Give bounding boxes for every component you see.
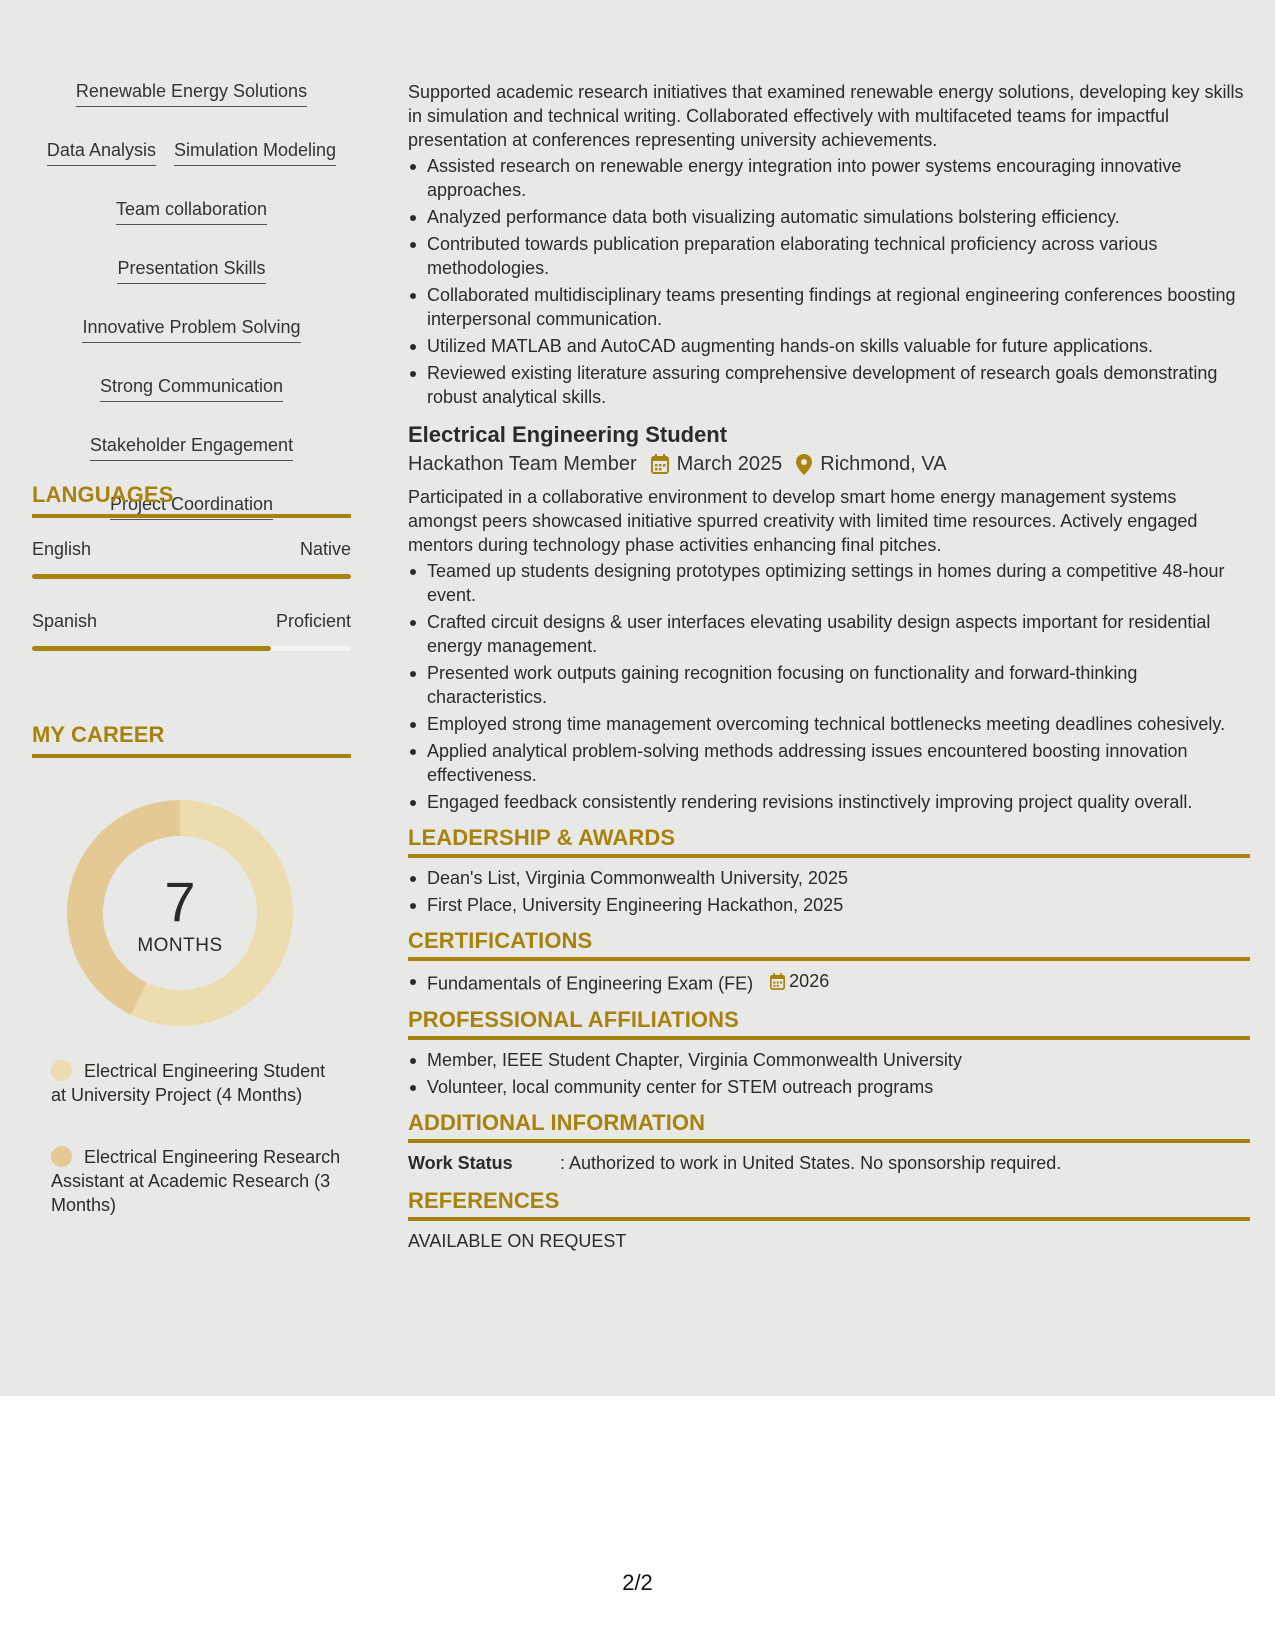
job-date: March 2025	[676, 453, 783, 475]
affiliation-item: Member, IEEE Student Chapter, Virginia Commonwealth University	[408, 1048, 1250, 1072]
legend-dot	[51, 1060, 72, 1081]
affiliations-section	[408, 1008, 1250, 1099]
career-total-unit: MONTHS	[137, 935, 223, 956]
bullet-item: Presented work outputs gaining recognition focusing on functionality and forward-thinking characteristics.	[408, 661, 1250, 709]
language-bar-fill	[32, 574, 351, 579]
main-column	[408, 80, 1250, 1253]
references-heading: REFERENCES	[408, 1189, 1250, 1221]
skill-tag: Presentation Skills	[117, 257, 265, 284]
bullet-item: Engaged feedback consistently rendering revisions instinctively improving project quality overall.	[408, 790, 1250, 814]
calendar-icon	[770, 973, 785, 990]
location-pin-icon	[796, 454, 812, 475]
languages-section	[32, 482, 351, 651]
sidebar	[32, 80, 351, 747]
leadership-heading: LEADERSHIP & AWARDS	[408, 826, 1250, 858]
career-donut-chart	[67, 800, 293, 1026]
calendar-icon	[651, 454, 669, 474]
additional-info-section	[408, 1111, 1250, 1175]
certifications-section	[408, 929, 1250, 996]
experience-entry	[408, 421, 1250, 814]
experience-summary: Participated in a collaborative environment to develop smart home energy management systems amongst peers showcased initiative spurred creativity with limited time resources. Actively engaged mentors during technology phase activities enhancing final pitches.	[408, 487, 1198, 555]
bullet-item: Crafted circuit designs & user interfaces elevating usability design aspects important for residential energy management.	[408, 610, 1250, 658]
job-role: Hackathon Team Member	[408, 453, 637, 475]
language-bar-fill	[32, 646, 271, 651]
bullet-item: Employed strong time management overcoming technical bottlenecks meeting deadlines cohesively.	[408, 712, 1250, 736]
skills-list	[32, 80, 351, 520]
work-status-value: : Authorized to work in United States. No sponsorship required.	[560, 1152, 1062, 1173]
skill-tag: Stakeholder Engagement	[90, 434, 293, 461]
bullet-item: Assisted research on renewable energy integration into power systems encouraging innovative approaches.	[408, 154, 1250, 202]
award-item: First Place, University Engineering Hackathon, 2025	[408, 893, 1250, 917]
additional-info-heading: ADDITIONAL INFORMATION	[408, 1111, 1250, 1143]
skill-tag: Simulation Modeling	[174, 139, 336, 166]
certification-item	[408, 969, 1250, 996]
references-text: AVAILABLE ON REQUEST	[408, 1230, 627, 1251]
career-legend-item	[51, 1145, 341, 1217]
references-section	[408, 1189, 1250, 1253]
skill-tag: Strong Communication	[100, 375, 283, 402]
experience-summary: Supported academic research initiatives that examined renewable energy solutions, developing key skills in simulation and technical writing. Collaborated effectively with multifaceted teams for impactful presentation at conferences representing university achievements.	[408, 82, 1244, 150]
job-title: Electrical Engineering Student	[408, 422, 728, 447]
affiliation-item: Volunteer, local community center for STEM outreach programs	[408, 1075, 1250, 1099]
certification-name: Fundamentals of Engineering Exam (FE)	[427, 973, 754, 994]
leadership-section	[408, 826, 1250, 917]
skill-tag: Data Analysis	[47, 139, 156, 166]
bullet-item: Analyzed performance data both visualizing automatic simulations bolstering efficiency.	[408, 205, 1250, 229]
certifications-heading: CERTIFICATIONS	[408, 929, 1250, 961]
experience-bullets	[408, 154, 1250, 409]
career-total-months: 7	[164, 870, 196, 933]
job-location: Richmond, VA	[820, 453, 947, 475]
skill-tag: Innovative Problem Solving	[82, 316, 300, 343]
language-bar	[32, 574, 351, 579]
bullet-item: Contributed towards publication preparation elaborating technical proficiency across various methodologies.	[408, 232, 1250, 280]
language-item	[32, 610, 351, 651]
career-section	[32, 722, 351, 758]
experience-bullets	[408, 559, 1250, 814]
affiliations-heading: PROFESSIONAL AFFILIATIONS	[408, 1008, 1250, 1040]
language-name: Spanish	[32, 611, 98, 631]
legend-label: Electrical Engineering Research Assistant at Academic Research (3 Months)	[51, 1147, 341, 1215]
language-item	[32, 538, 351, 579]
bullet-item: Utilized MATLAB and AutoCAD augmenting hands-on skills valuable for future applications.	[408, 334, 1250, 358]
work-status-label: Work Status	[408, 1152, 513, 1173]
bullet-item: Collaborated multidisciplinary teams presenting findings at regional engineering conferences boosting interpersonal communication.	[408, 283, 1250, 331]
bullet-item: Reviewed existing literature assuring comprehensive development of research goals demonstrating robust analytical skills.	[408, 361, 1250, 409]
career-legend-item	[51, 1059, 341, 1107]
certification-year: 2026	[789, 971, 830, 991]
language-level: Proficient	[275, 611, 351, 631]
bullet-item: Teamed up students designing prototypes optimizing settings in homes during a competitive 48-hour event.	[408, 559, 1250, 607]
bullet-item: Applied analytical problem-solving methods addressing issues encountered boosting innovation effectiveness.	[408, 739, 1250, 787]
language-name: English	[32, 539, 92, 559]
legend-label: Electrical Engineering Student at University Project (4 Months)	[51, 1061, 326, 1105]
skill-tag: Renewable Energy Solutions	[76, 80, 307, 107]
career-heading: MY CAREER	[32, 722, 351, 758]
languages-heading: LANGUAGES	[32, 482, 351, 518]
skill-tag: Project Coordination	[110, 493, 273, 520]
job-meta	[408, 449, 1250, 479]
award-item: Dean's List, Virginia Commonwealth University, 2025	[408, 866, 1250, 890]
experience-entry	[408, 80, 1250, 409]
skill-tag: Team collaboration	[116, 198, 267, 225]
language-level: Native	[299, 539, 351, 559]
language-bar	[32, 646, 351, 651]
page-number: 2/2	[622, 1570, 653, 1595]
legend-dot	[51, 1146, 72, 1167]
